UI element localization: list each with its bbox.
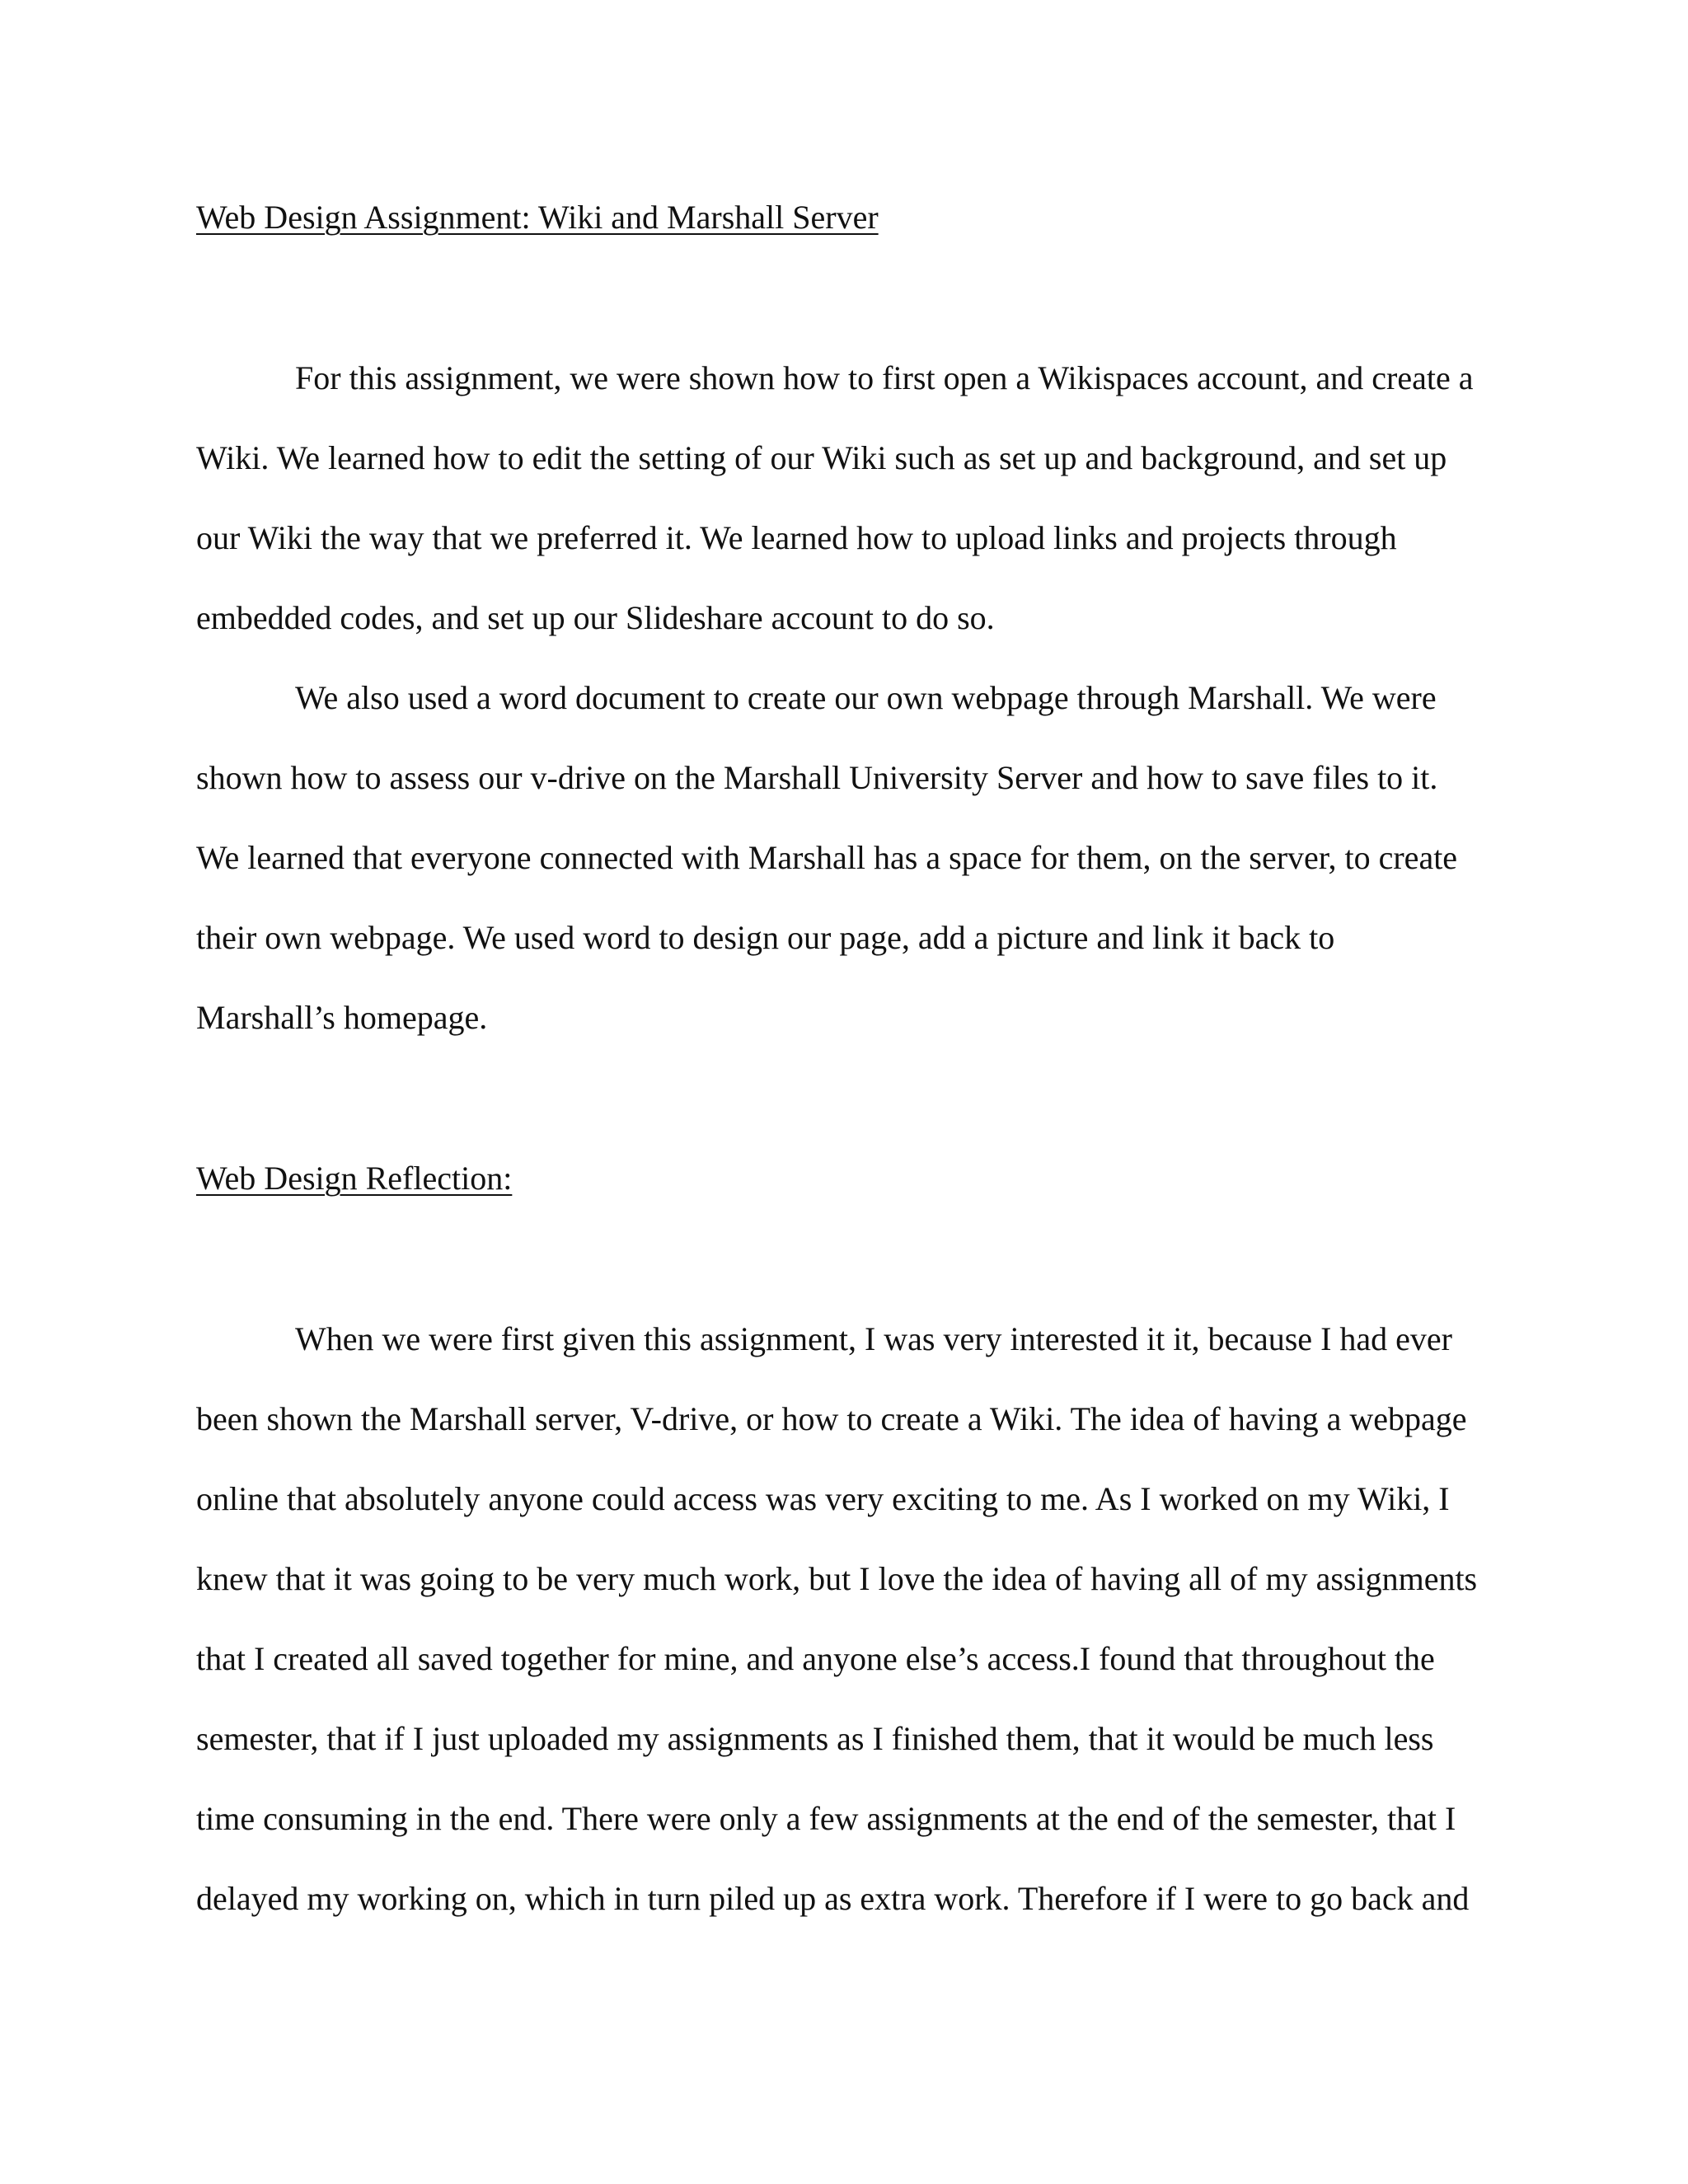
heading-assignment: Web Design Assignment: Wiki and Marshall Server <box>196 199 879 236</box>
paragraph-line: embedded codes, and set up our Slideshare account to do so. <box>196 599 995 636</box>
paragraph-line: For this assignment, we were shown how to first open a Wikispaces account, and create a <box>295 359 1474 396</box>
paragraph-line: our Wiki the way that we preferred it. We learned how to upload links and projects through <box>196 519 1397 556</box>
paragraph-line: shown how to assess our v-drive on the Marshall University Server and how to save files to it. <box>196 759 1438 796</box>
paragraph-line: online that absolutely anyone could access was very exciting to me. As I worked on my Wiki, I <box>196 1480 1450 1517</box>
paragraph-line: Marshall’s homepage. <box>196 999 488 1036</box>
paragraph-line: delayed my working on, which in turn piled up as extra work. Therefore if I were to go back and <box>196 1880 1470 1917</box>
paragraph-line: semester, that if I just uploaded my assignments as I finished them, that it would be much less <box>196 1720 1434 1757</box>
paragraph-line: When we were first given this assignment, I was very interested it it, because I had ever <box>295 1320 1452 1357</box>
paragraph-line: their own webpage. We used word to design our page, add a picture and link it back to <box>196 919 1335 956</box>
paragraph-line: time consuming in the end. There were only a few assignments at the end of the semester, that I <box>196 1800 1456 1837</box>
paragraph-line: We learned that everyone connected with Marshall has a space for them, on the server, to create <box>196 839 1458 876</box>
heading-reflection: Web Design Reflection: <box>196 1160 513 1197</box>
paragraph-line: Wiki. We learned how to edit the setting of our Wiki such as set up and background, and set up <box>196 439 1447 476</box>
paragraph-line: been shown the Marshall server, V-drive, or how to create a Wiki. The idea of having a webpage <box>196 1400 1467 1437</box>
paragraph-line: knew that it was going to be very much work, but I love the idea of having all of my assignments <box>196 1560 1478 1597</box>
paragraph-line: that I created all saved together for mine, and anyone else’s access.I found that throughout the <box>196 1640 1435 1677</box>
paragraph-line: We also used a word document to create our own webpage through Marshall. We were <box>295 679 1437 716</box>
